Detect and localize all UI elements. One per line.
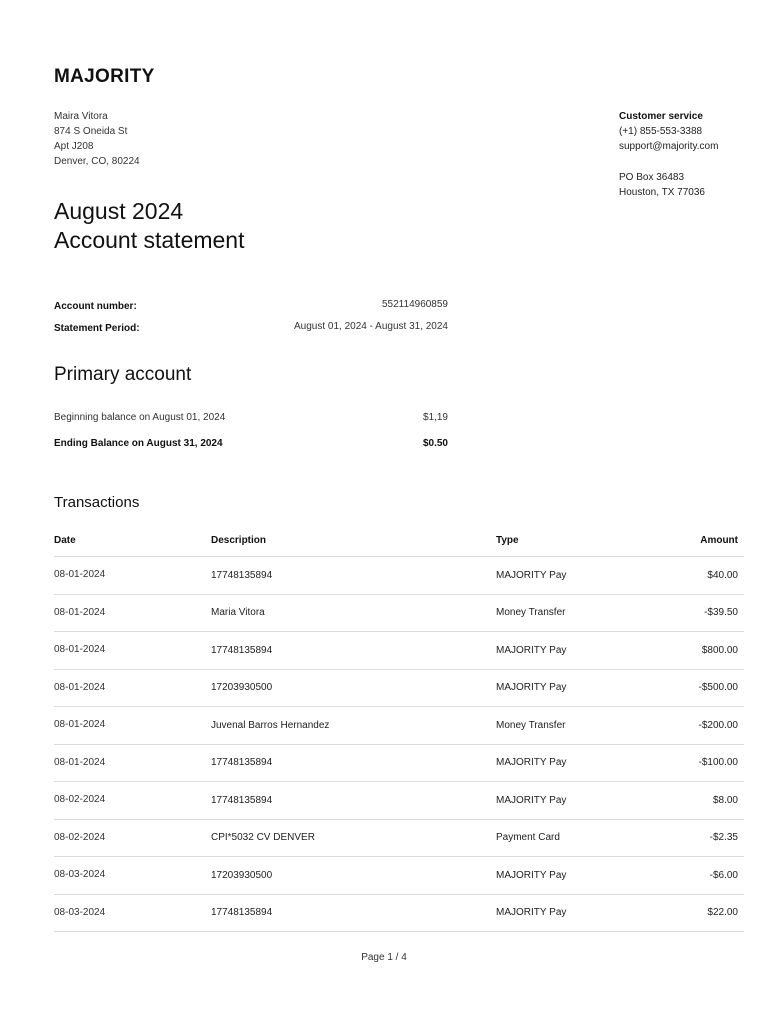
ending-balance-value: $0.50 xyxy=(422,438,448,449)
table-row xyxy=(54,857,744,895)
statement-period-value: August 01, 2024 - August 31, 2024 xyxy=(293,321,448,332)
cell-type: MAJORITY Pay xyxy=(496,757,567,769)
primary-account-heading: Primary account xyxy=(54,364,192,385)
beginning-balance-value: $1,19 xyxy=(422,412,448,423)
cell-type: MAJORITY Pay xyxy=(496,644,567,656)
customer-street: 874 S Oneida St xyxy=(54,126,128,137)
table-row xyxy=(54,745,744,783)
table-row xyxy=(54,632,744,670)
cell-description: CPI*5032 CV DENVER xyxy=(211,832,315,844)
cell-type: Money Transfer xyxy=(496,607,566,619)
cell-description: 17203930500 xyxy=(211,682,273,694)
account-number-label: Account number: xyxy=(54,301,137,312)
column-description: Description xyxy=(211,534,267,546)
cell-type: Money Transfer xyxy=(496,719,566,731)
beginning-balance-label: Beginning balance on August 01, 2024 xyxy=(54,412,226,423)
table-row xyxy=(54,595,744,633)
table-row xyxy=(54,895,744,933)
table-body xyxy=(54,557,744,932)
transactions-table xyxy=(54,524,744,932)
cell-description: 17748135894 xyxy=(211,907,273,919)
cell-type: MAJORITY Pay xyxy=(496,907,567,919)
table-header xyxy=(54,524,744,557)
cell-date: 08-01-2024 xyxy=(54,719,106,730)
account-number-value: 552114960859 xyxy=(382,299,448,310)
cell-description: Juvenal Barros Hernandez xyxy=(211,719,330,731)
column-amount: Amount xyxy=(700,534,738,546)
cell-amount: -$200.00 xyxy=(698,719,738,731)
cell-date: 08-01-2024 xyxy=(54,756,106,768)
table-row xyxy=(54,557,744,595)
statement-title xyxy=(54,197,245,255)
cell-amount: $8.00 xyxy=(712,794,738,806)
ending-balance-label: Ending Balance on August 31, 2024 xyxy=(54,438,223,449)
table-row xyxy=(54,820,744,858)
cell-type: MAJORITY Pay xyxy=(496,682,567,694)
customer-name: Maira Vitora xyxy=(54,111,108,122)
table-row xyxy=(54,707,744,745)
page-number: Page 1 / 4 xyxy=(361,952,407,963)
service-po-box: PO Box 36483 xyxy=(619,172,685,183)
statement-month: August 2024 xyxy=(54,198,184,224)
cell-type: MAJORITY Pay xyxy=(496,794,567,806)
service-email: support@majority.com xyxy=(619,141,719,152)
cell-date: 08-01-2024 xyxy=(54,606,106,618)
cell-description: Maria Vitora xyxy=(211,607,265,619)
statement-heading: Account statement xyxy=(54,227,245,253)
cell-date: 08-02-2024 xyxy=(54,831,106,843)
cell-amount: $40.00 xyxy=(707,569,738,581)
customer-city: Denver, CO, 80224 xyxy=(54,156,140,167)
cell-amount: -$2.35 xyxy=(709,832,738,844)
ending-balance-row xyxy=(54,438,448,449)
table-row xyxy=(54,670,744,708)
cell-amount: $800.00 xyxy=(701,644,738,656)
column-date: Date xyxy=(54,534,76,546)
cell-description: 17748135894 xyxy=(211,644,273,656)
service-heading: Customer service xyxy=(619,111,703,122)
cell-amount: -$6.00 xyxy=(709,869,738,881)
cell-date: 08-02-2024 xyxy=(54,794,106,805)
cell-amount: -$500.00 xyxy=(698,682,738,694)
cell-description: 17748135894 xyxy=(211,569,273,581)
account-number-row xyxy=(54,299,448,312)
beginning-balance-row xyxy=(54,412,448,423)
cell-type: MAJORITY Pay xyxy=(496,569,567,581)
cell-date: 08-01-2024 xyxy=(54,681,106,693)
cell-date: 08-01-2024 xyxy=(54,569,106,580)
cell-amount: -$100.00 xyxy=(698,757,738,769)
customer-apt: Apt J208 xyxy=(54,141,94,152)
customer-service-block xyxy=(619,109,718,200)
cell-description: 17748135894 xyxy=(211,794,273,806)
customer-address xyxy=(54,109,140,169)
cell-description: 17203930500 xyxy=(211,869,273,881)
service-city: Houston, TX 77036 xyxy=(619,187,705,198)
cell-description: 17748135894 xyxy=(211,757,273,769)
service-phone: (+1) 855-553-3388 xyxy=(619,126,703,137)
cell-amount: -$39.50 xyxy=(704,607,738,619)
cell-date: 08-03-2024 xyxy=(54,906,106,918)
table-row xyxy=(54,782,744,820)
statement-period-row xyxy=(54,321,448,334)
cell-amount: $22.00 xyxy=(707,907,738,919)
brand-logo: MAJORITY xyxy=(54,66,155,87)
column-type: Type xyxy=(496,534,519,546)
statement-period-label: Statement Period: xyxy=(54,323,140,334)
cell-date: 08-03-2024 xyxy=(54,869,106,880)
cell-type: MAJORITY Pay xyxy=(496,869,567,881)
cell-date: 08-01-2024 xyxy=(54,644,106,655)
transactions-heading: Transactions xyxy=(54,494,140,511)
cell-type: Payment Card xyxy=(496,832,560,844)
